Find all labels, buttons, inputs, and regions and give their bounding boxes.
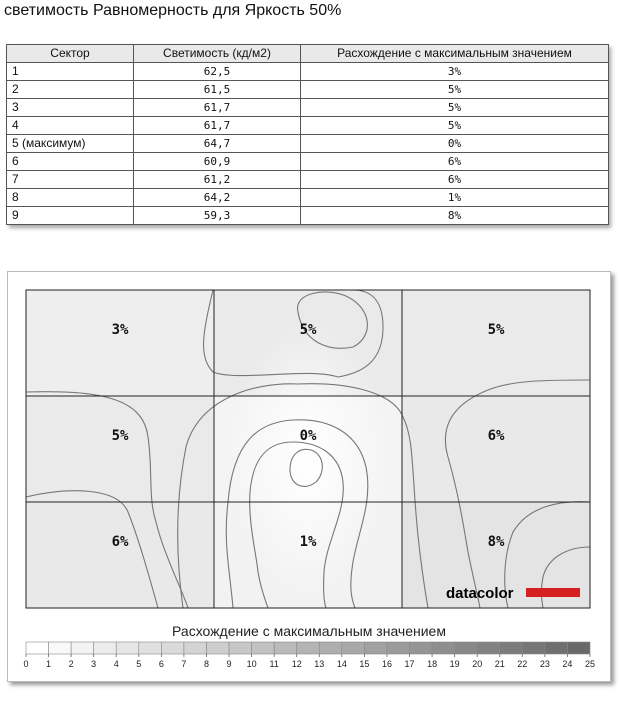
sector-cell: 1: [7, 63, 134, 81]
legend-tick-label: 21: [494, 659, 505, 669]
sector-deviation-label: 8%: [487, 534, 505, 550]
legend-swatch: [567, 642, 590, 654]
legend-tick-label: 10: [246, 659, 257, 669]
heatmap-cell: [402, 396, 590, 502]
luminance-cell: 60,9: [134, 153, 301, 171]
deviation-cell: 3%: [301, 63, 609, 81]
legend-tick-label: 12: [291, 659, 302, 669]
legend-swatch: [364, 642, 387, 654]
sector-deviation-label: 3%: [111, 322, 129, 338]
logo-bar: [526, 588, 580, 597]
logo-text: datacolor: [446, 585, 514, 602]
luminance-cell: 64,7: [134, 135, 301, 153]
sector-cell: 9: [7, 207, 134, 225]
legend-swatch: [500, 642, 523, 654]
sector-cell: 6: [7, 153, 134, 171]
deviation-cell: 6%: [301, 153, 609, 171]
legend-tick-label: 17: [404, 659, 415, 669]
table-row: [7, 207, 609, 225]
luminance-cell: 61,2: [134, 171, 301, 189]
table-row: [7, 63, 609, 81]
legend-swatch: [139, 642, 162, 654]
deviation-cell: 5%: [301, 117, 609, 135]
sector-cell: 5 (максимум): [7, 135, 134, 153]
table-row: [7, 81, 609, 99]
header-deviation: Расхождение с максимальным значением: [301, 45, 609, 63]
legend-swatch: [545, 642, 568, 654]
legend-swatch: [161, 642, 184, 654]
legend-title: Расхождение с максимальным значением: [172, 623, 446, 639]
legend-tick-label: 19: [449, 659, 460, 669]
legend-tick-label: 11: [269, 659, 279, 669]
luminance-cell: 64,2: [134, 189, 301, 207]
heatmap-cell: [26, 290, 214, 396]
legend-swatch: [116, 642, 139, 654]
sector-deviation-label: 6%: [111, 534, 129, 550]
uniformity-chart-panel: [7, 271, 611, 682]
legend-swatch: [206, 642, 229, 654]
legend-tick-label: 7: [181, 659, 187, 669]
legend-swatch: [184, 642, 207, 654]
legend-swatch: [387, 642, 410, 654]
legend-swatch: [410, 642, 433, 654]
luminance-cell: 61,5: [134, 81, 301, 99]
legend-swatch: [522, 642, 545, 654]
legend-swatch: [432, 642, 455, 654]
table-row: [7, 189, 609, 207]
legend-swatch: [297, 642, 320, 654]
legend-swatch: [455, 642, 478, 654]
legend-swatch: [342, 642, 365, 654]
luminance-cell: 62,5: [134, 63, 301, 81]
header-sector: Сектор: [7, 45, 134, 63]
legend-swatch: [26, 642, 49, 654]
sector-luminance-table: [6, 44, 609, 225]
legend-swatch: [477, 642, 500, 654]
sector-deviation-label: 5%: [299, 322, 317, 338]
legend-tick-label: 15: [359, 659, 370, 669]
sector-cell: 3: [7, 99, 134, 117]
sector-deviation-label: 5%: [111, 428, 129, 444]
legend-tick-label: 23: [539, 659, 550, 669]
legend-swatch: [274, 642, 297, 654]
legend-tick-label: 9: [226, 659, 232, 669]
legend-swatch: [319, 642, 342, 654]
legend-swatch: [94, 642, 117, 654]
table-row: [7, 99, 609, 117]
heatmap-cell: [26, 502, 214, 608]
legend-tick-label: 0: [23, 659, 29, 669]
header-luminance: Светимость (кд/м2): [134, 45, 301, 63]
sector-cell: 7: [7, 171, 134, 189]
sector-table-container: [6, 44, 608, 225]
legend-tick-label: 25: [584, 659, 596, 669]
legend-swatch: [71, 642, 94, 654]
table-header-row: [7, 45, 609, 63]
legend-tick-label: 22: [517, 659, 528, 669]
deviation-cell: 8%: [301, 207, 609, 225]
sector-deviation-label: 5%: [487, 322, 505, 338]
deviation-cell: 5%: [301, 99, 609, 117]
legend-tick-label: 13: [314, 659, 325, 669]
table-row: [7, 117, 609, 135]
luminance-cell: 61,7: [134, 117, 301, 135]
legend-tick-label: 14: [336, 659, 347, 669]
deviation-cell: 6%: [301, 171, 609, 189]
legend-tick-label: 18: [427, 659, 438, 669]
legend-tick-label: 24: [562, 659, 573, 669]
legend-tick-label: 5: [136, 659, 142, 669]
luminance-cell: 59,3: [134, 207, 301, 225]
uniformity-heatmap: [8, 272, 610, 681]
legend-tick-label: 20: [472, 659, 483, 669]
legend-tick-label: 1: [46, 659, 52, 669]
legend-swatch: [252, 642, 275, 654]
table-row: [7, 171, 609, 189]
table-row: [7, 135, 609, 153]
legend-tick-label: 6: [158, 659, 164, 669]
legend-swatch: [49, 642, 72, 654]
sector-deviation-label: 1%: [299, 534, 317, 550]
sector-cell: 4: [7, 117, 134, 135]
legend-tick-label: 2: [68, 659, 74, 669]
legend-tick-label: 3: [91, 659, 97, 669]
sector-deviation-label: 6%: [487, 428, 505, 444]
legend-tick-label: 4: [113, 659, 119, 669]
deviation-cell: 5%: [301, 81, 609, 99]
legend-swatch: [229, 642, 252, 654]
sector-cell: 8: [7, 189, 134, 207]
sector-deviation-label: 0%: [299, 428, 317, 444]
legend-tick-label: 16: [381, 659, 392, 669]
deviation-cell: 0%: [301, 135, 609, 153]
table-row: [7, 153, 609, 171]
deviation-cell: 1%: [301, 189, 609, 207]
page-title: светимость Равномерность для Яркость 50%: [4, 2, 342, 19]
luminance-cell: 61,7: [134, 99, 301, 117]
legend-tick-label: 8: [203, 659, 209, 669]
sector-cell: 2: [7, 81, 134, 99]
